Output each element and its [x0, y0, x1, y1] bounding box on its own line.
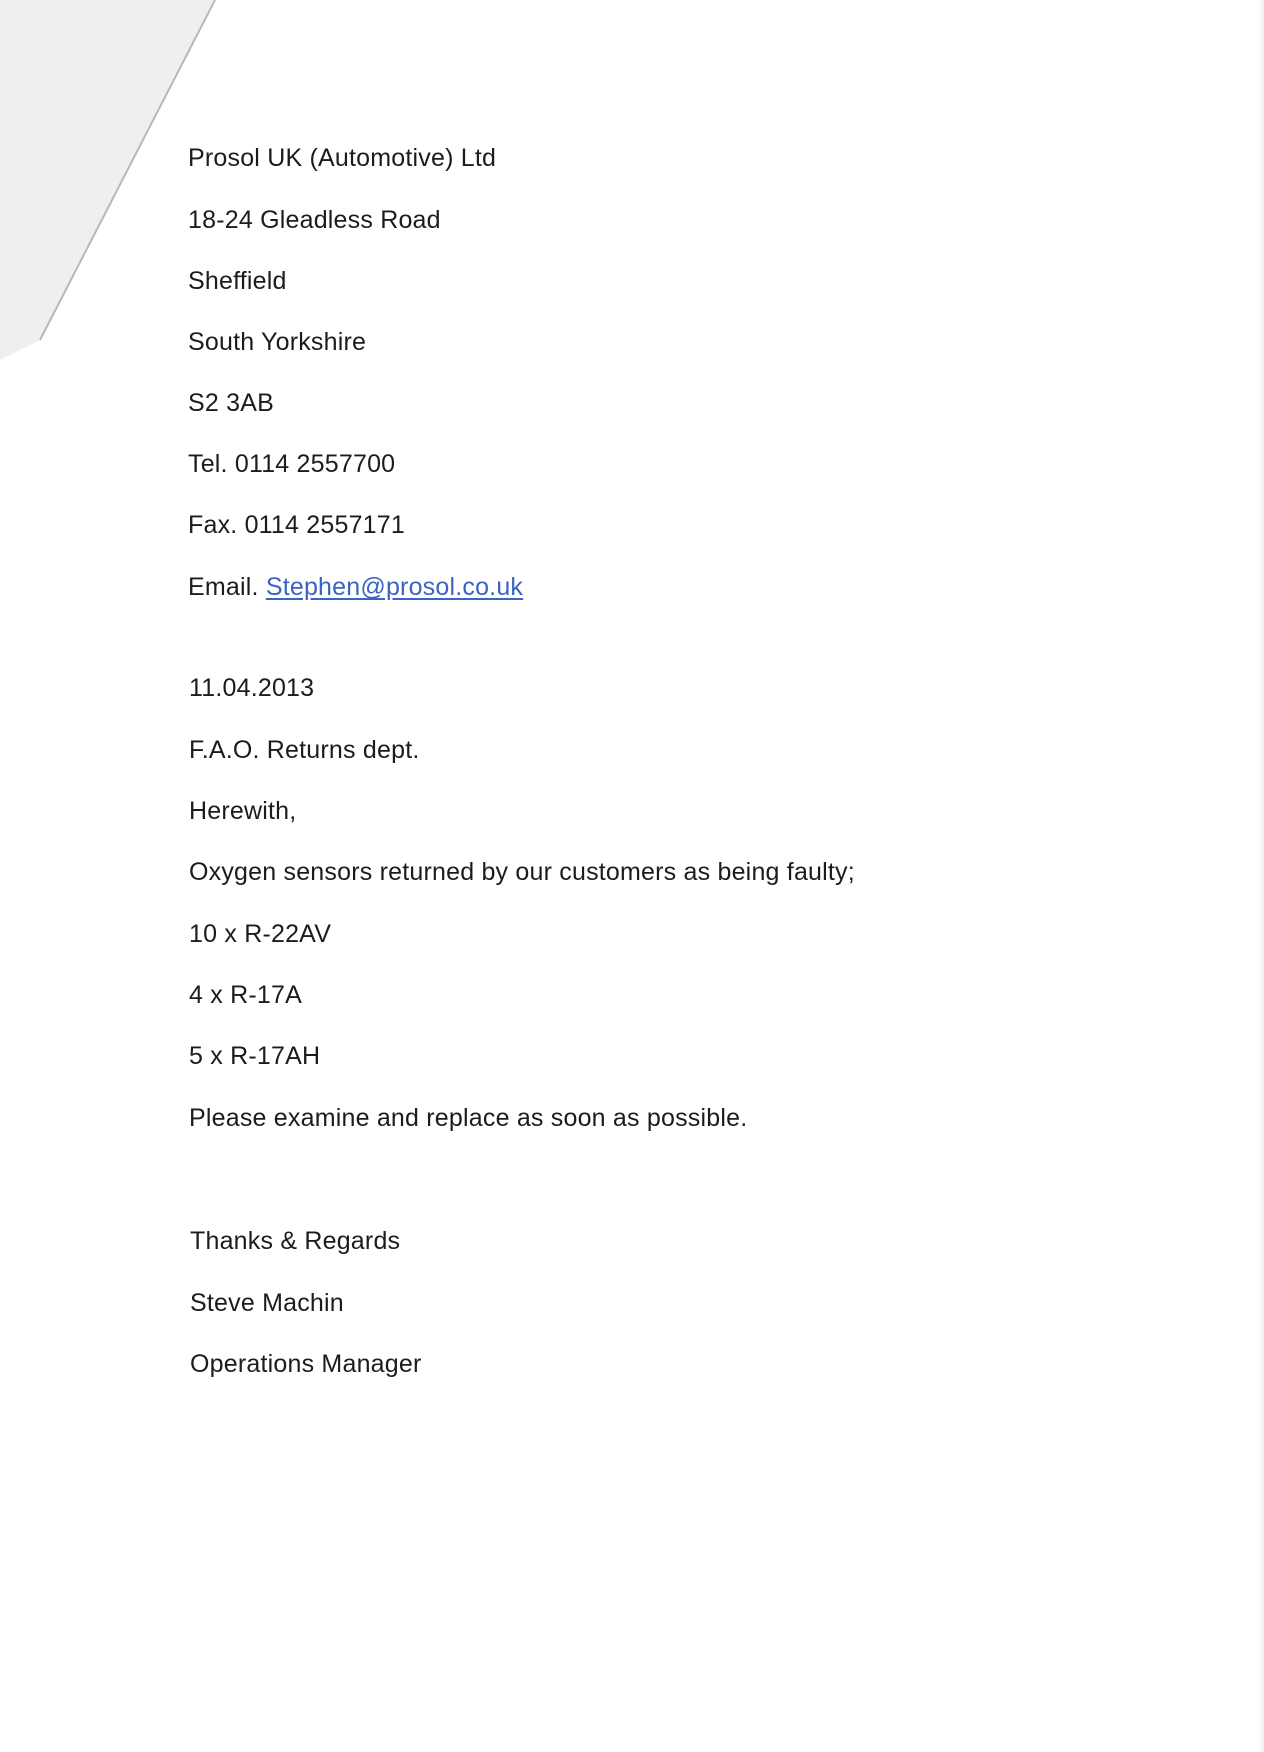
closing-line: Thanks & Regards [190, 1227, 401, 1255]
list-item: 10 x R-22AV [189, 920, 332, 948]
request-line: Please examine and replace as soon as possible. [189, 1104, 748, 1132]
scan-corner-shadow [0, 0, 240, 360]
email-label: Email. [188, 573, 259, 601]
street-address: 18-24 Gleadless Road [188, 206, 441, 234]
fao-line: F.A.O. Returns dept. [189, 736, 420, 764]
telephone: Tel. 0114 2557700 [188, 450, 396, 478]
opening-line: Herewith, [189, 797, 297, 825]
postcode: S2 3AB [188, 389, 274, 417]
list-item: 4 x R-17A [189, 981, 302, 1009]
list-item: 5 x R-17AH [189, 1042, 321, 1070]
scan-edge-shadow [1258, 0, 1264, 1752]
intro-line: Oxygen sensors returned by our customers as being faulty; [189, 858, 855, 886]
fax: Fax. 0114 2557171 [188, 511, 405, 539]
county: South Yorkshire [188, 328, 367, 356]
signer-name: Steve Machin [190, 1289, 344, 1317]
email-line [188, 572, 523, 602]
letter-date: 11.04.2013 [189, 674, 315, 702]
email-link[interactable]: Stephen@prosol.co.uk [265, 573, 524, 601]
city: Sheffield [188, 267, 287, 295]
company-name: Prosol UK (Automotive) Ltd [188, 144, 497, 172]
signer-title: Operations Manager [190, 1350, 422, 1378]
